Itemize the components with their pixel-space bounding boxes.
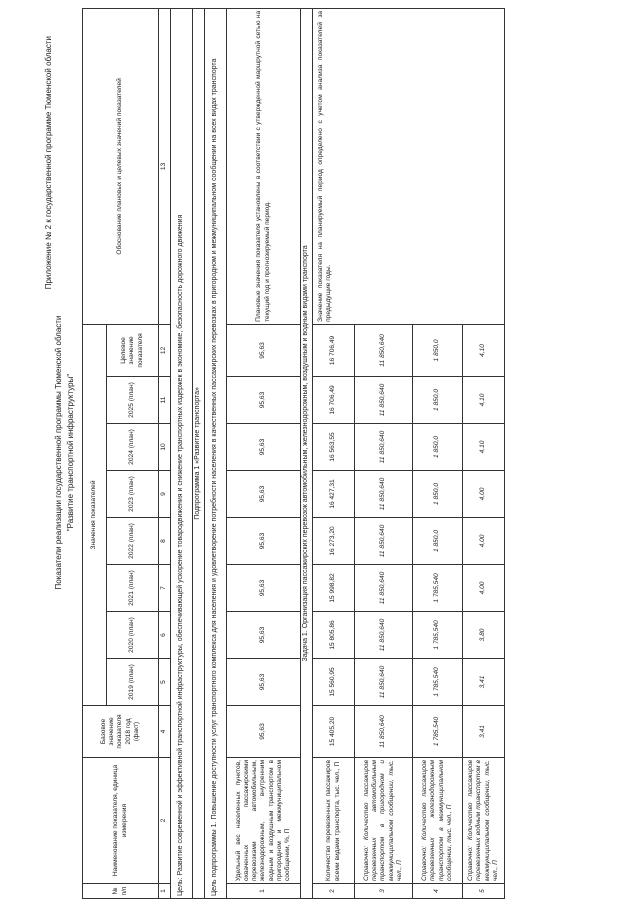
header-base: Базовое значение показателя 2018 год (факт) — [83, 706, 159, 758]
task-row: Задача 1. Организация пассажирских перевозок автомобильным, железнодорожным, воздушным и водным видами транспорта — [301, 8, 313, 898]
header-year-2022: 2022 (план) — [107, 518, 159, 565]
value-2021: 1 785,540 — [413, 565, 463, 612]
table-row — [227, 8, 301, 898]
colnum: 10 — [159, 424, 171, 471]
target-value: 11 850,640 — [355, 324, 413, 376]
row-num: 3 — [355, 884, 413, 899]
colnum: 2 — [159, 758, 171, 884]
value-2022: 11 850,640 — [355, 518, 413, 565]
indicator-name: Справочно: Количество пассажиров перевезенных железнодорожным транспортом в межмуниципальном сообщении, тыс. чел., П — [413, 758, 463, 884]
indicator-name: Справочно: Количество пассажиров перевезенных автомобильным транспортом в пригородном и межмуниципальном сообщении, тыс. чел., П — [355, 758, 413, 884]
header-year-2025: 2025 (план) — [107, 377, 159, 424]
value-2024: 11 850,640 — [355, 424, 413, 471]
base-value: 95,63 — [227, 706, 301, 758]
target-value: 16 706,49 — [313, 324, 355, 376]
header-justification: Обоснование плановых и целевых значений показателей — [83, 8, 159, 324]
colnum: 11 — [159, 377, 171, 424]
value-2025: 95,63 — [227, 377, 301, 424]
value-2022: 95,63 — [227, 518, 301, 565]
value-2021: 15 998,82 — [313, 565, 355, 612]
subprogram-row: Подпрограмма 1 «Развитие транспорта» — [193, 8, 205, 898]
value-2019: 15 560,95 — [313, 659, 355, 706]
header-year-2019: 2019 (план) — [107, 659, 159, 706]
base-value: 3,41 — [463, 706, 505, 758]
goal-row: Цель: Развитие современной и эффективной транспортной инфраструктуры, обеспечивающей ускорение товародвижения и снижение транспортных издержек в экономике, безопасность дорожного движения — [171, 8, 193, 898]
value-2019: 1 785,540 — [413, 659, 463, 706]
value-2021: 4,00 — [463, 565, 505, 612]
value-2024: 16 563,55 — [313, 424, 355, 471]
row-num: 4 — [413, 884, 463, 899]
colnum: 8 — [159, 518, 171, 565]
document-title: Показатели реализации государственной программы Тюменской области — [54, 315, 63, 590]
value-2020: 3,80 — [463, 612, 505, 659]
value-2019: 11 850,640 — [355, 659, 413, 706]
value-2025: 16 706,49 — [313, 377, 355, 424]
value-2023: 1 850,0 — [413, 471, 463, 518]
value-2024: 4,10 — [463, 424, 505, 471]
value-2022: 4,00 — [463, 518, 505, 565]
table-row — [313, 8, 355, 898]
base-value: 15 405,20 — [313, 706, 355, 758]
value-2020: 11 850,640 — [355, 612, 413, 659]
target-value: 4,10 — [463, 324, 505, 376]
colnum: 6 — [159, 612, 171, 659]
colnum: 4 — [159, 706, 171, 758]
value-2023: 11 850,640 — [355, 471, 413, 518]
value-2020: 1 785,540 — [413, 612, 463, 659]
base-value: 11 850,640 — [355, 706, 413, 758]
value-2025: 4,10 — [463, 377, 505, 424]
value-2020: 15 805,86 — [313, 612, 355, 659]
header-name: Наименование показателя, единица измерения — [83, 758, 159, 884]
value-2024: 1 850,0 — [413, 424, 463, 471]
header-values-group: Значения показателей — [83, 324, 107, 705]
appendix-note: Приложение № 2 к государственной программе Тюменской области — [44, 36, 53, 290]
value-2021: 95,63 — [227, 565, 301, 612]
target-value: 95,63 — [227, 324, 301, 376]
header-num: № п/п — [83, 884, 159, 899]
indicator-name: Удельный вес населенных пунктов, охваченных пассажирскими перевозками автомобильным, железнодорожным, внутренним водным и воздушным транспортом в пригородном и межмуниципальном сообщении, %, П — [227, 758, 301, 884]
value-2024: 95,63 — [227, 424, 301, 471]
value-2020: 95,63 — [227, 612, 301, 659]
row-num: 5 — [463, 884, 505, 899]
value-2022: 1 850,0 — [413, 518, 463, 565]
value-2019: 3,41 — [463, 659, 505, 706]
document-subtitle: "Развитие транспортной инфраструктуры" — [66, 373, 75, 532]
value-2022: 16 273,20 — [313, 518, 355, 565]
header-year-2024: 2024 (план) — [107, 424, 159, 471]
header-year-2021: 2021 (план) — [107, 565, 159, 612]
header-target: Целевое значение показателя — [107, 324, 159, 376]
justification-text: Плановые значения показателя установлены в соответствии с утвержденной маршрутной сетью на текущий год и прогнозируемый период. — [227, 8, 301, 324]
justification-text: Значение показателя на планируемый период определено с учетом анализа показателей за предыдущие годы. — [313, 8, 505, 324]
colnum: 13 — [159, 8, 171, 324]
colnum: 9 — [159, 471, 171, 518]
indicator-name: Справочно: Количество пассажиров перевезенных водным транспортом в межмуниципальном сообщении, тыс. чел., П — [463, 758, 505, 884]
value-2023: 4,00 — [463, 471, 505, 518]
value-2025: 11 850,640 — [355, 377, 413, 424]
value-2023: 16 427,31 — [313, 471, 355, 518]
colnum: 5 — [159, 659, 171, 706]
row-num: 2 — [313, 884, 355, 899]
header-year-2023: 2023 (план) — [107, 471, 159, 518]
value-2023: 95,63 — [227, 471, 301, 518]
indicators-table — [82, 8, 505, 899]
row-num: 1 — [227, 884, 301, 899]
colnum: 7 — [159, 565, 171, 612]
header-year-2020: 2020 (план) — [107, 612, 159, 659]
value-2019: 95,63 — [227, 659, 301, 706]
indicator-name: Количество перевезенных пассажиров всеми видами транспорта, тыс. чел., П — [313, 758, 355, 884]
value-2025: 1 850,0 — [413, 377, 463, 424]
target-value: 1 850,0 — [413, 324, 463, 376]
base-value: 1 785,540 — [413, 706, 463, 758]
colnum: 1 — [159, 884, 171, 899]
colnum: 12 — [159, 324, 171, 376]
subgoal-row: Цель подпрограммы 1. Повышение доступности услуг транспортного комплекса для населения и удовлетворение потребности населения в качественных пассажирских перевозках в пригородном и межмуниципальном сообщении на всех видах транспорта — [205, 8, 227, 898]
value-2021: 11 850,640 — [355, 565, 413, 612]
